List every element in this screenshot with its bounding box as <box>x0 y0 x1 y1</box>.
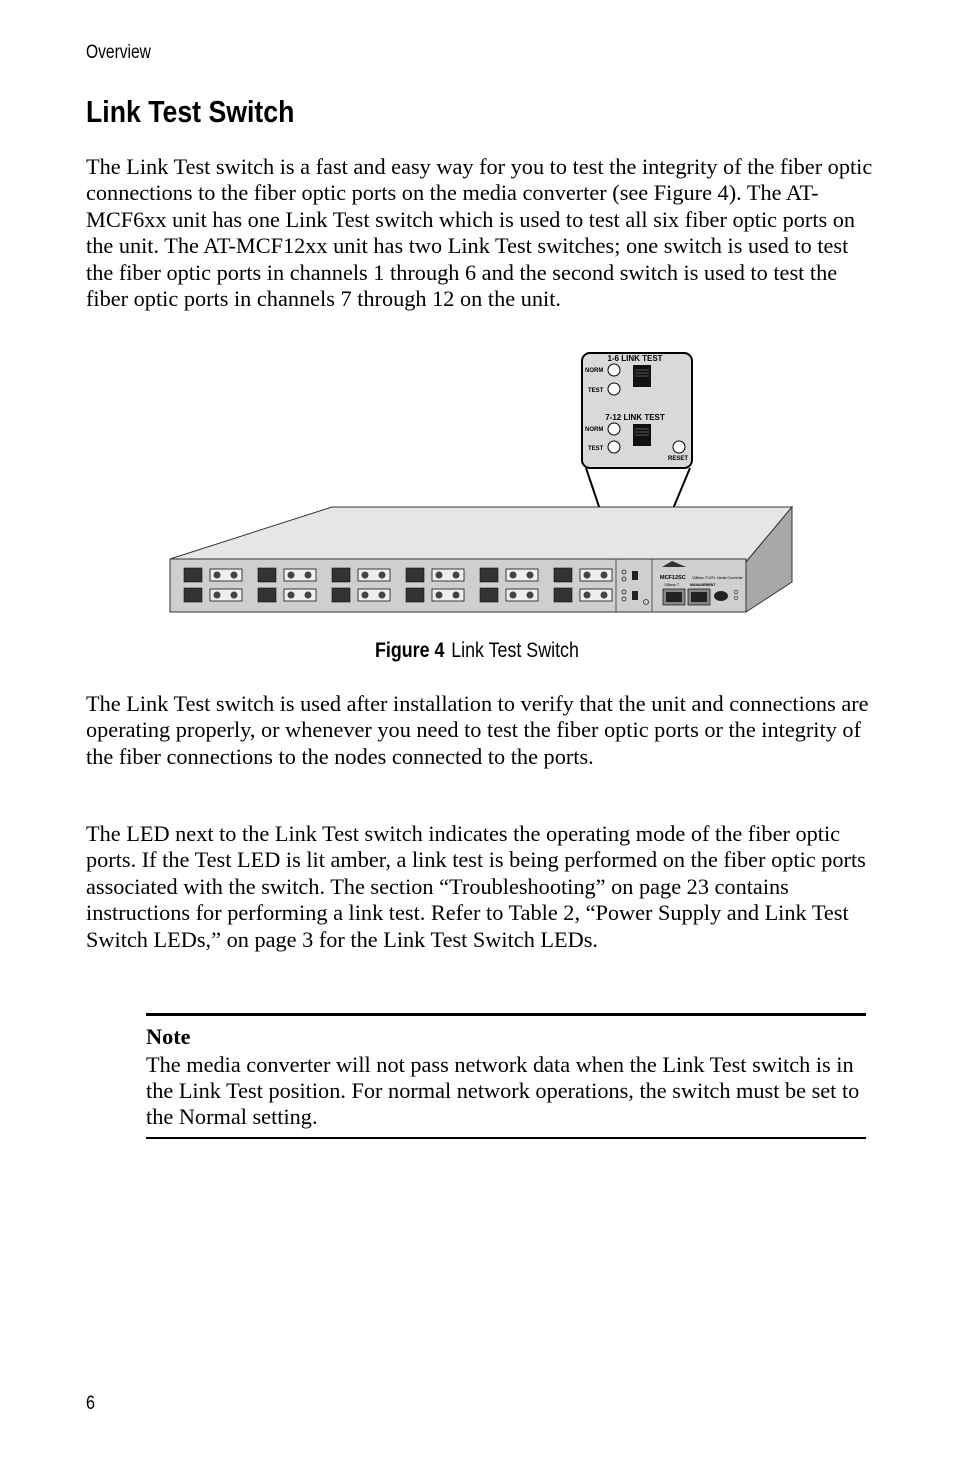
callout-reset-label: RESET <box>668 456 689 462</box>
rj45-port <box>184 568 202 582</box>
rj45-port <box>480 568 498 582</box>
fiber-connector <box>510 592 517 599</box>
rj45-port <box>554 568 572 582</box>
fiber-connector <box>436 572 443 579</box>
fiber-connector <box>453 592 460 599</box>
test-led-1 <box>608 383 620 395</box>
fiber-connector <box>453 572 460 579</box>
rj45-port <box>332 568 350 582</box>
rj45-port <box>184 588 202 602</box>
fiber-connector <box>362 592 369 599</box>
fiber-connector <box>510 572 517 579</box>
rj45-port <box>258 568 276 582</box>
rj45-port <box>554 588 572 602</box>
test-led-2 <box>608 441 620 453</box>
device-port-label: 10Base-T <box>664 583 680 587</box>
fiber-connector <box>527 572 534 579</box>
fiber-connector <box>362 572 369 579</box>
fiber-connector <box>214 572 221 579</box>
page-number: 6 <box>86 1393 95 1414</box>
fiber-connector <box>436 592 443 599</box>
fiber-connector <box>601 592 608 599</box>
usage-paragraph: The Link Test switch is used after installation to verify that the unit and connections are operating properly, or whenever you need to test the fiber optic ports or the integrity of the fiber connections to the nodes connected to the ports. <box>86 691 869 769</box>
fiber-connector <box>379 592 386 599</box>
fiber-connector <box>527 592 534 599</box>
link-test-switch-figure <box>166 350 798 616</box>
device-description: 10Base-T/10FL Media Converter <box>692 576 743 580</box>
fiber-connector <box>231 592 238 599</box>
callout-group1-title: 1-6 LINK TEST <box>607 354 663 363</box>
figure-caption-text: Link Test Switch <box>451 639 579 662</box>
note-body: The media converter will not pass network data when the Link Test switch is in the Link Test position. For normal network operations, the switch must be set to the Normal setting. <box>146 1052 860 1130</box>
rj45-port <box>406 588 424 602</box>
link-test-callout <box>582 353 692 468</box>
fiber-connector <box>305 592 312 599</box>
fiber-connector <box>231 572 238 579</box>
rj45-port <box>332 588 350 602</box>
callout-norm-label-1: NORM <box>585 368 604 374</box>
fiber-connector <box>584 572 591 579</box>
device-management-label: MANAGEMENT <box>690 583 716 587</box>
fiber-connector <box>288 572 295 579</box>
note-title: Note <box>146 1024 191 1049</box>
fiber-connector <box>288 592 295 599</box>
section-title: Link Test Switch <box>86 94 295 129</box>
callout-test-label-1: TEST <box>588 388 604 394</box>
note-box <box>146 1013 866 1139</box>
norm-led-2 <box>608 423 620 435</box>
fiber-connector <box>214 592 221 599</box>
rj45-port <box>406 568 424 582</box>
figure-caption <box>0 639 954 663</box>
device-model-label: MCF12SC <box>660 575 686 581</box>
callout-group2-title: 7-12 LINK TEST <box>605 413 665 422</box>
fiber-connector <box>379 572 386 579</box>
fiber-connector <box>601 572 608 579</box>
fiber-connector <box>584 592 591 599</box>
fiber-connector <box>305 572 312 579</box>
figure-label: Figure 4 <box>375 639 445 662</box>
intro-paragraph: The Link Test switch is a fast and easy way for you to test the integrity of the fiber optic connections to the fiber optic ports on the media converter (see Figure 4). The AT-MCF6xx unit has one Link Test switch which is used to test all six fiber optic ports on the unit. The AT-MCF12xx unit has two Link Test switches; one switch is used to test the fiber optic ports in channels 1 through 6 and the second switch is used to test the fiber optic ports in channels 7 through 12 on the unit. <box>86 154 873 312</box>
rj45-port <box>258 588 276 602</box>
led-paragraph: The LED next to the Link Test switch indicates the operating mode of the fiber optic ports. If the Test LED is lit amber, a link test is being performed on the fiber optic ports associated with the switch. The section “Troubleshooting” on page 23 contains instructions for performing a link test. Refer to Table 2, “Power Supply and Link Test Switch LEDs,” on page 3 for the Link Test Switch LEDs. <box>86 821 866 952</box>
running-header: Overview <box>86 42 151 63</box>
callout-norm-label-2: NORM <box>585 427 604 433</box>
reset-button <box>673 441 685 453</box>
rj45-port <box>480 588 498 602</box>
callout-test-label-2: TEST <box>588 446 604 452</box>
norm-led-1 <box>608 364 620 376</box>
